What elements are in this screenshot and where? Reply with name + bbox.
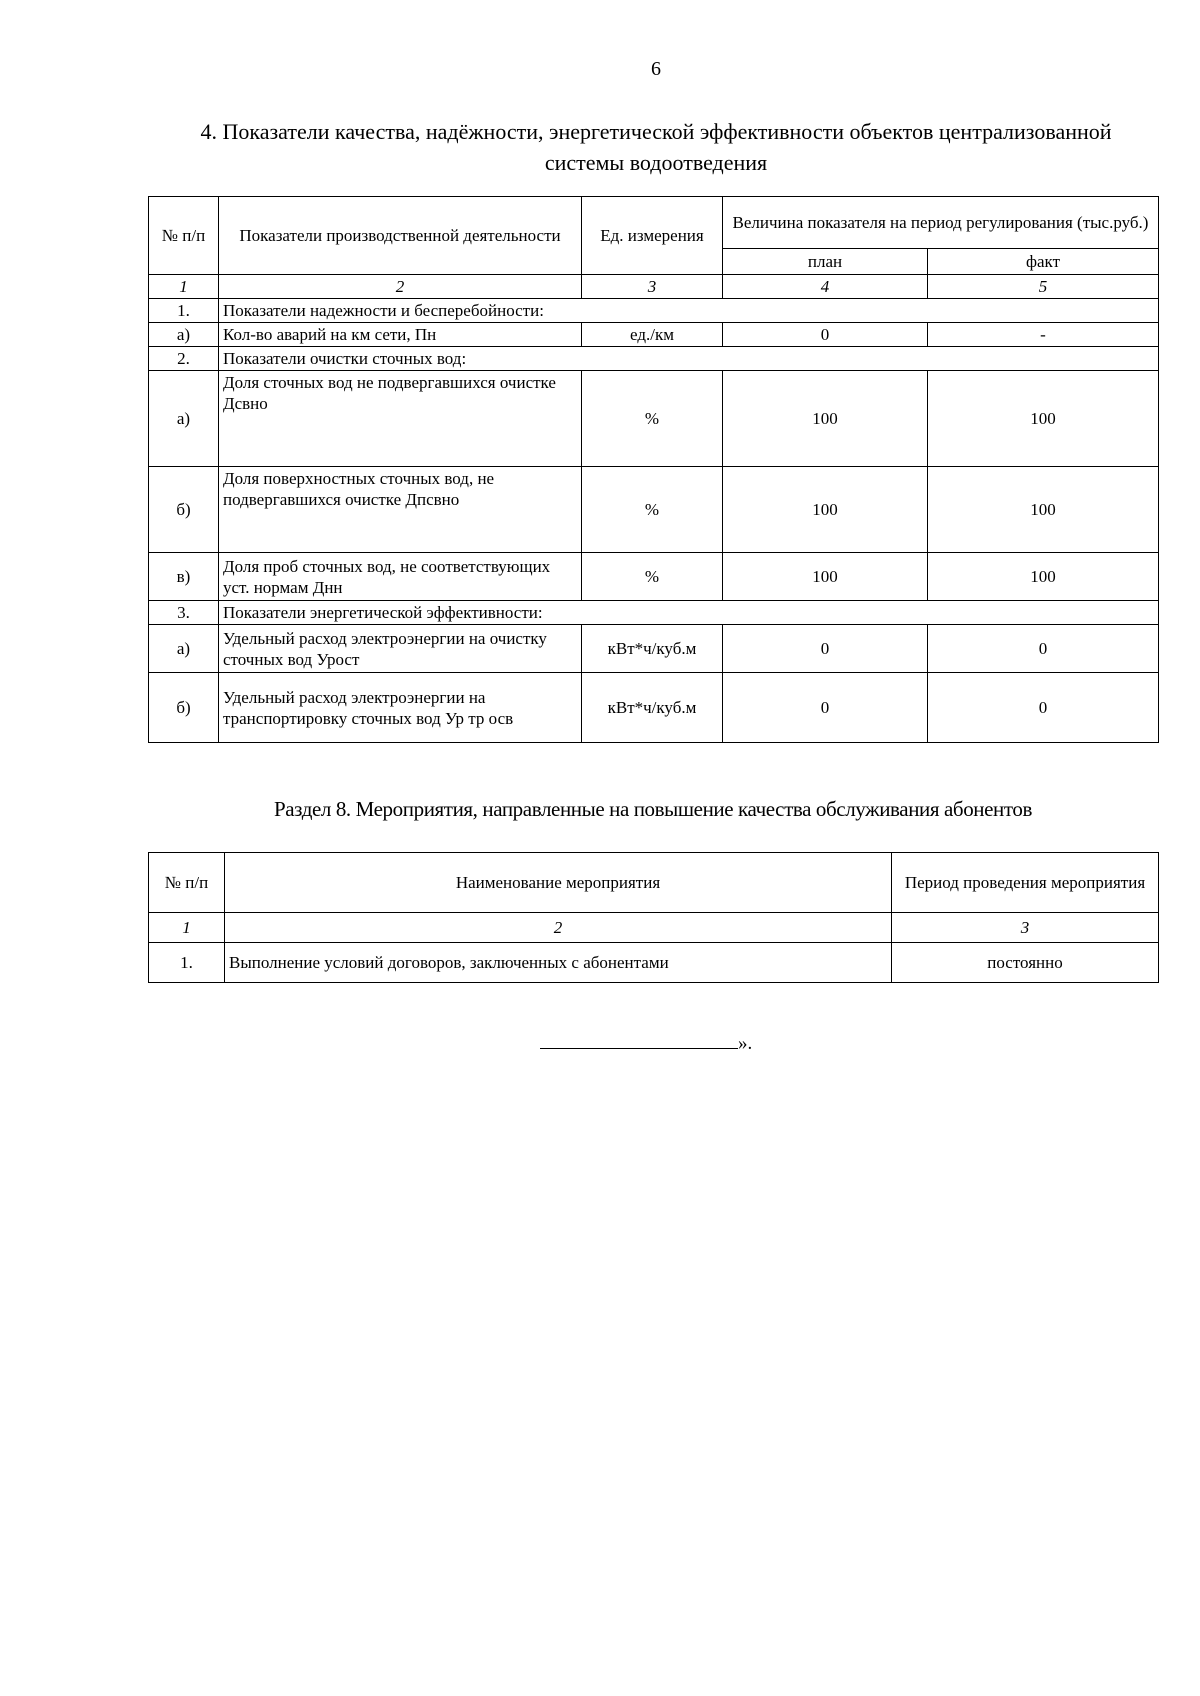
row-num: а) bbox=[149, 371, 219, 467]
row-period: постоянно bbox=[892, 943, 1159, 983]
row-plan: 0 bbox=[723, 673, 928, 743]
col-number: 3 bbox=[892, 913, 1159, 943]
row-fact: 0 bbox=[928, 625, 1159, 673]
group-row bbox=[149, 299, 1159, 323]
row-unit: % bbox=[582, 553, 723, 601]
col-number: 5 bbox=[928, 275, 1159, 299]
row-plan: 100 bbox=[723, 371, 928, 467]
measures-table bbox=[148, 852, 1159, 983]
table-row bbox=[149, 673, 1159, 743]
row-fact: 100 bbox=[928, 467, 1159, 553]
header-value: Величина показателя на период регулирования (тыс.руб.) bbox=[723, 197, 1159, 249]
column-number-row bbox=[149, 913, 1159, 943]
group-row bbox=[149, 601, 1159, 625]
header-indicator: Показатели производственной деятельности bbox=[219, 197, 582, 275]
row-plan: 0 bbox=[723, 323, 928, 347]
row-fact: 0 bbox=[928, 673, 1159, 743]
row-unit: % bbox=[582, 467, 723, 553]
section-8-title: Раздел 8. Мероприятия, направленные на повышение качества обслуживания абонентов bbox=[273, 797, 1033, 821]
signature-line bbox=[540, 1030, 738, 1049]
header-fact: факт bbox=[928, 249, 1159, 275]
row-plan: 0 bbox=[723, 625, 928, 673]
row-fact: 100 bbox=[928, 553, 1159, 601]
row-plan: 100 bbox=[723, 467, 928, 553]
header-period: Период проведения мероприятия bbox=[892, 853, 1159, 913]
group-num: 2. bbox=[149, 347, 219, 371]
row-name: Доля сточных вод не подвергавшихся очистке Дсвно bbox=[219, 371, 582, 467]
header-name: Наименование мероприятия bbox=[225, 853, 892, 913]
quality-indicators-table bbox=[148, 196, 1159, 743]
table-row bbox=[149, 323, 1159, 347]
table-row bbox=[149, 625, 1159, 673]
group-num: 3. bbox=[149, 601, 219, 625]
table-row bbox=[149, 371, 1159, 467]
row-name: Удельный расход электроэнергии на очистку сточных вод Урост bbox=[219, 625, 582, 673]
row-num: б) bbox=[149, 467, 219, 553]
col-number: 4 bbox=[723, 275, 928, 299]
row-name: Доля поверхностных сточных вод, не подвергавшихся очистке Дпсвно bbox=[219, 467, 582, 553]
header-row bbox=[149, 197, 1159, 249]
row-num: в) bbox=[149, 553, 219, 601]
header-unit: Ед. измерения bbox=[582, 197, 723, 275]
table-row bbox=[149, 943, 1159, 983]
header-num: № п/п bbox=[149, 197, 219, 275]
page-number: 6 bbox=[651, 58, 661, 80]
row-unit: % bbox=[582, 371, 723, 467]
header-row bbox=[149, 853, 1159, 913]
row-name: Удельный расход электроэнергии на транспортировку сточных вод Ур тр осв bbox=[219, 673, 582, 743]
col-number: 1 bbox=[149, 913, 225, 943]
row-num: б) bbox=[149, 673, 219, 743]
row-name: Доля проб сточных вод, не соответствующих уст. нормам Днн bbox=[219, 553, 582, 601]
row-fact: - bbox=[928, 323, 1159, 347]
row-num: а) bbox=[149, 625, 219, 673]
row-plan: 100 bbox=[723, 553, 928, 601]
row-num: а) bbox=[149, 323, 219, 347]
group-num: 1. bbox=[149, 299, 219, 323]
row-num: 1. bbox=[149, 943, 225, 983]
row-unit: ед./км bbox=[582, 323, 723, 347]
row-name: Выполнение условий договоров, заключенных с абонентами bbox=[225, 943, 892, 983]
group-title: Показатели надежности и бесперебойности: bbox=[219, 299, 1159, 323]
group-title: Показатели очистки сточных вод: bbox=[219, 347, 1159, 371]
col-number: 1 bbox=[149, 275, 219, 299]
table-row bbox=[149, 467, 1159, 553]
header-plan: план bbox=[723, 249, 928, 275]
group-row bbox=[149, 347, 1159, 371]
col-number: 2 bbox=[225, 913, 892, 943]
table-row bbox=[149, 553, 1159, 601]
row-name: Кол-во аварий на км сети, Пн bbox=[219, 323, 582, 347]
closing-quote: ». bbox=[738, 1033, 753, 1054]
col-number: 3 bbox=[582, 275, 723, 299]
column-number-row bbox=[149, 275, 1159, 299]
col-number: 2 bbox=[219, 275, 582, 299]
section-4-title: 4. Показатели качества, надёжности, энергетической эффективности объектов централизованной системы водоотведения bbox=[200, 119, 1112, 175]
row-unit: кВт*ч/куб.м bbox=[582, 625, 723, 673]
group-title: Показатели энергетической эффективности: bbox=[219, 601, 1159, 625]
row-fact: 100 bbox=[928, 371, 1159, 467]
header-num: № п/п bbox=[149, 853, 225, 913]
closing-mark bbox=[540, 1030, 752, 1055]
row-unit: кВт*ч/куб.м bbox=[582, 673, 723, 743]
